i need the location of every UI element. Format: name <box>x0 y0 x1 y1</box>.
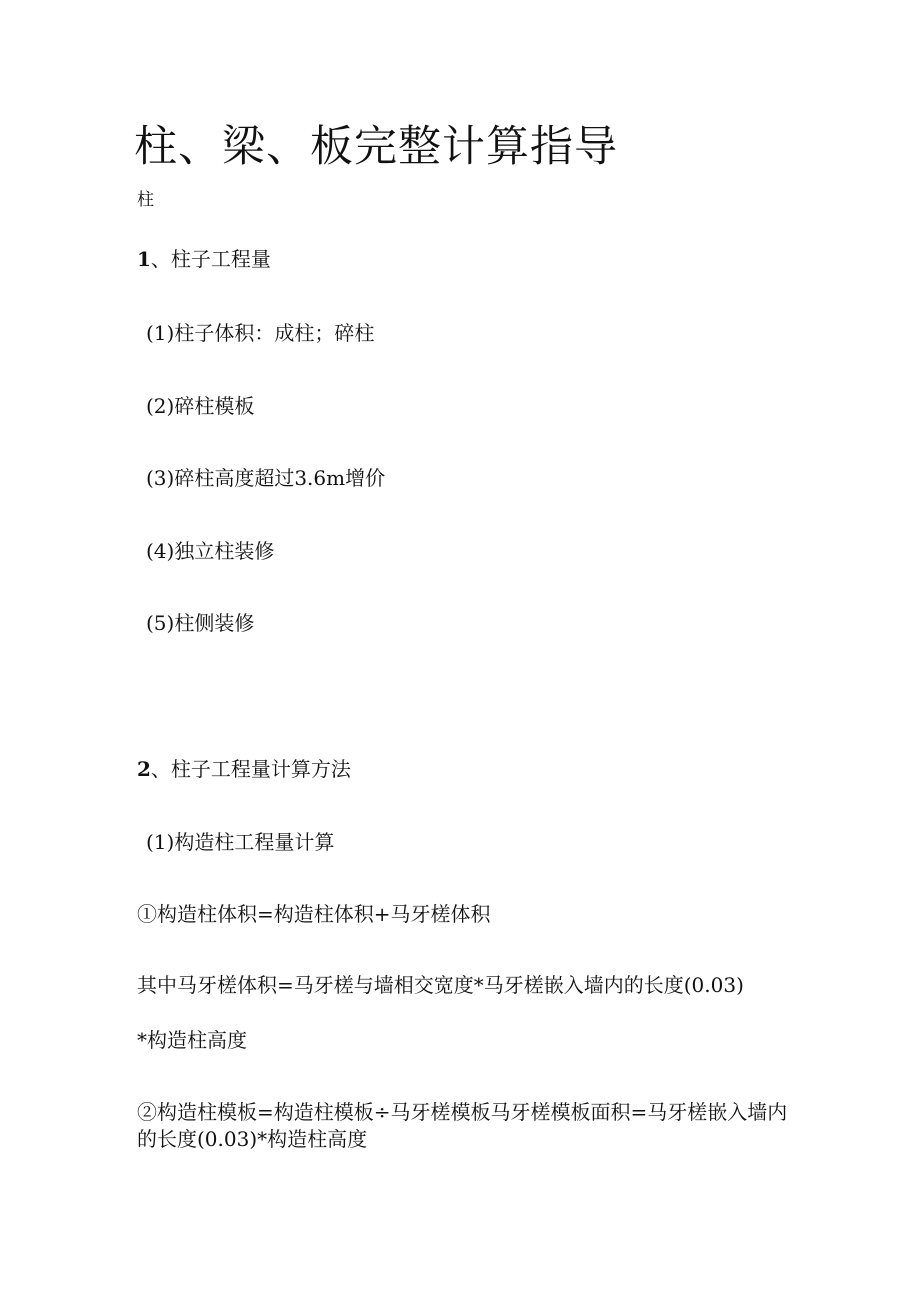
heading-1-number: 1 <box>137 247 151 271</box>
heading-2-text: 、柱子工程量计算方法 <box>150 757 351 781</box>
heading-1 <box>137 246 271 272</box>
heading-2 <box>137 756 351 782</box>
document-title: 柱、梁、板完整计算指导 <box>134 122 618 172</box>
paragraph-2-line-1: 其中马牙槎体积=马牙槎与墙相交宽度*马牙槎嵌入墙内的长度(0.03) <box>137 973 744 997</box>
heading-2-number: 2 <box>137 757 151 781</box>
paragraph-1: ①构造柱体积=构造柱体积+马牙槎体积 <box>137 902 491 926</box>
list-item-1: (1)柱子体积：成柱；碎柱 <box>146 321 375 345</box>
list-item-4: (4)独立柱装修 <box>146 539 275 563</box>
paragraph-3-line-1: ②构造柱模板=构造柱模板÷马牙槎模板马牙槎模板面积=马牙槎嵌入墙内 <box>137 1100 788 1124</box>
section-label: 柱 <box>137 190 154 210</box>
list-item-3: (3)碎柱高度超过3.6m增价 <box>146 466 386 490</box>
list-item-5: (5)柱侧装修 <box>146 611 255 635</box>
list-item-2: (2)碎柱模板 <box>146 394 255 418</box>
subheading-1: (1)构造柱工程量计算 <box>146 830 335 854</box>
heading-1-text: 、柱子工程量 <box>150 247 271 271</box>
paragraph-2-line-2: *构造柱高度 <box>137 1028 247 1052</box>
paragraph-3-line-2: 的长度(0.03)*构造柱高度 <box>137 1127 368 1151</box>
